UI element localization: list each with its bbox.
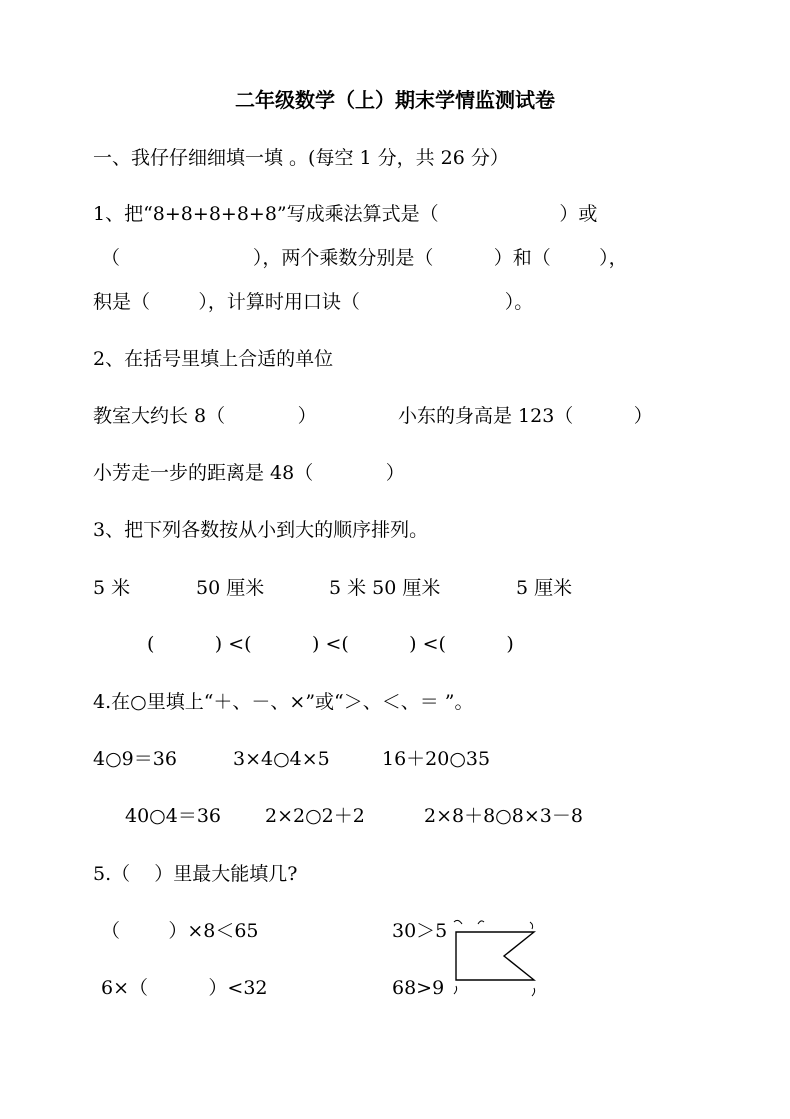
q5-item-c: 6×（ ）<32: [101, 977, 268, 999]
q3-value-2: 50 厘米: [196, 577, 265, 599]
flag-shape-overlay: [448, 916, 544, 1002]
q4-row2-item-1: 40○4＝36: [125, 805, 222, 827]
page-title: 二年级数学（上）期末学情监测试卷: [235, 88, 555, 112]
q3-value-3: 5 米 50 厘米: [329, 577, 441, 599]
q5-item-d: 68>9: [392, 977, 445, 999]
q4-row1-item-2: 3×4○4×5: [233, 748, 330, 770]
q1-line-1: 1、把“8+8+8+8+8”写成乘法算式是（ ）或: [93, 203, 598, 225]
q4-row1-item-1: 4○9＝36: [93, 748, 177, 770]
q2-item-step: 小芳走一步的距离是 48（ ）: [93, 462, 405, 484]
q4-row1-item-3: 16＋20○35: [382, 748, 491, 770]
q4-row2-item-2: 2×2○2＋2: [265, 805, 365, 827]
q1-line-3: 积是（ ），计算时用口诀（ ）。: [93, 291, 534, 313]
q5-heading: 5.（ ）里最大能填几?: [93, 863, 298, 885]
q3-value-1: 5 米: [93, 577, 131, 599]
q5-item-a: （ ）×8＜65: [101, 920, 259, 942]
q5-item-b: 30＞5: [392, 920, 448, 942]
q3-heading: 3、把下列各数按从小到大的顺序排列。: [93, 519, 429, 541]
q1-line-2: （ ），两个乘数分别是（ ）和（ ），: [101, 247, 628, 269]
q4-row2-item-3: 2×8＋8○8×3－8: [424, 805, 583, 827]
q3-order-line: ( ) <( ) <( ) <( ): [147, 633, 514, 655]
q4-heading: 4.在○里填上“＋、－、×”或“＞、＜、＝ ”。: [93, 691, 474, 713]
q2-heading: 2、在括号里填上合适的单位: [93, 348, 334, 370]
q2-item-classroom: 教室大约长 8（ ）: [93, 405, 317, 427]
q2-item-height: 小东的身高是 123（ ）: [398, 405, 653, 427]
section-1-heading: 一、我仔仔细细填一填 。(每空 1 分，共 26 分）: [93, 147, 509, 169]
q3-value-4: 5 厘米: [516, 577, 573, 599]
